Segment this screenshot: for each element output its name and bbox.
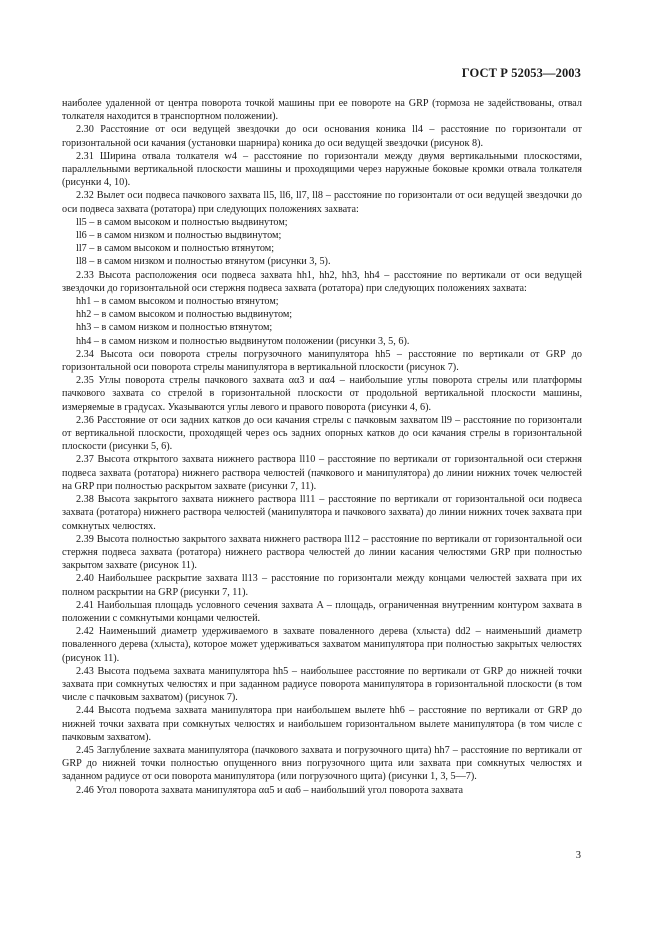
paragraph: 2.36 Расстояние от оси задних катков до оси качания стрелы с пачковым захватом ll9 – расстояние по горизонтали от вертикальной плоскости, проходящей через ось задних опорных катков до оси качания стрелы в горизонтальной плоскости (рисунки 5, 6).: [62, 414, 582, 453]
list-item: hh1 – в самом высоком и полностью втянутом;: [76, 296, 279, 308]
paragraph: 2.31 Ширина отвала толкателя w4 – расстояние по горизонтали между двумя вертикальными плоскостями, параллельными вертикальной плоскости машины и проходящими через наружные боковые кромки отвала толкателя (рисунки 4, 10).: [62, 150, 582, 189]
paragraph: 2.46 Угол поворота захвата манипулятора αα5 и αα6 – наибольший угол поворота захвата: [76, 784, 463, 796]
paragraph: 2.42 Наименьший диаметр удерживаемого в захвате поваленного дерева (хлыста) dd2 – наименьший диаметр поваленного дерева (хлыста), которое может удерживаться захватом манипулятора при полностью закрытых челюстях (рисунок 11).: [62, 626, 582, 664]
paragraph: 2.38 Высота закрытого захвата нижнего раствора ll11 – расстояние по вертикали от горизонтальной оси подвеса захвата (ротатора) нижнего раствора челюстей (манипулятора и пачкового захвата) до линии нижних точек захвата при сомкнутых челюстях.: [62, 494, 582, 532]
paragraph: 2.43 Высота подъема захвата манипулятора hh5 – наибольшее расстояние по вертикали от GRP до нижней точки захвата при сомкнутых челюстях и при заданном радиусе поворота манипулятора в горизонтальной плоскости (в том числе с пачковым захватом) (рисунок 7).: [62, 665, 582, 704]
paragraph: 2.41 Наибольшая площадь условного сечения захвата A – площадь, ограниченная внутренним контуром захвата в положении с сомкнутыми концами челюстей.: [62, 599, 582, 624]
paragraph: 2.45 Заглубление захвата манипулятора (пачкового захвата и погрузочного щита) hh7 – расстояние по вертикали от GRP до нижней точки полностью опущенного вниз погрузочного щита или захвата при сомкнутых челюстях и заданном радиусе от оси поворота манипулятора (или погрузочного щита) (рисунки 1, 3, 5—7).: [62, 744, 582, 783]
page-number: 3: [575, 850, 581, 861]
paragraph: 2.35 Углы поворота стрелы пачкового захвата αα3 и αα4 – наибольшие углы поворота стрелы или платформы пачкового захвата со стрелой в горизонтальной плоскости от продольной вертикальной плоскости машины, измеряемые в градусах. Указываются углы левого и правого поворота (рисунки 4, 6).: [62, 375, 582, 413]
paragraph: 2.37 Высота открытого захвата нижнего раствора ll10 – расстояние по вертикали от горизонтальной оси стержня подвеса захвата (ротатора) нижнего раствора челюстей (пачкового и манипулятора) до линии нижних точек челюстей на GRP при полностью раскрытом захвате (рисунки 7, 11).: [62, 454, 582, 492]
paragraph: 2.39 Высота полностью закрытого захвата нижнего раствора ll12 – расстояние по вертикали от горизонтальной оси стержня подвеса захвата (ротатора) нижнего раствора челюстей до линии касания челюстями GRP при полностью закрытом захвате (рисунок 11).: [62, 533, 582, 572]
document-code-header: ГОСТ Р 52053—2003: [461, 66, 581, 80]
paragraph: наиболее удаленной от центра поворота точкой машины при ее повороте на GRP (тормоза не задействованы, отвал толкателя находится в транспортном положении).: [62, 98, 582, 123]
paragraph: 2.30 Расстояние от оси ведущей звездочки до оси основания коника ll4 – расстояние по горизонтали от горизонтальной оси качания (установки шарнира) коника до оси ведущей звездочки (рисунок 8).: [62, 124, 582, 149]
list-item: ll7 – в самом высоком и полностью втянутом;: [76, 243, 275, 255]
list-item: ll5 – в самом высоком и полностью выдвинутом;: [76, 216, 288, 228]
paragraph: 2.33 Высота расположения оси подвеса захвата hh1, hh2, hh3, hh4 – расстояние по вертикали от оси ведущей звездочки до горизонтальной оси стержня подвеса захвата (ротатора) при следующих положениях захвата:: [62, 269, 582, 294]
paragraph: 2.40 Наибольшее раскрытие захвата ll13 – расстояние по горизонтали между концами челюстей захвата при их полном раскрытии на GRP (рисунки 7, 11).: [62, 573, 582, 598]
paragraph: 2.44 Высота подъема захвата манипулятора при наибольшем вылете hh6 – расстояние по вертикали от GRP до нижней точки захвата при сомкнутых челюстях и наибольшем горизонтальном вылете манипулятора (в том числе с пачковым захватом).: [62, 705, 582, 743]
document-body: [62, 97, 582, 797]
paragraph: 2.32 Вылет оси подвеса пачкового захвата ll5, ll6, ll7, ll8 – расстояние по горизонтали от оси ведущей звездочки до оси подвеса захвата (ротатора) при следующих положениях захвата:: [62, 190, 582, 215]
list-item: hh4 – в самом низком и полностью выдвинутом положении (рисунки 3, 5, 6).: [76, 335, 410, 347]
list-item: ll6 – в самом низком и полностью выдвинутом;: [76, 230, 282, 242]
list-item: ll8 – в самом низком и полностью втянутом (рисунки 3, 5).: [76, 256, 331, 268]
list-item: hh3 – в самом низком и полностью втянутом;: [76, 322, 273, 334]
paragraph: 2.34 Высота оси поворота стрелы погрузочного манипулятора hh5 – расстояние по вертикали от GRP до горизонтальной оси поворота стрелы манипулятора в вертикальной плоскости (рисунок 7).: [62, 348, 582, 374]
list-item: hh2 – в самом высоком и полностью выдвинутом;: [76, 309, 293, 321]
